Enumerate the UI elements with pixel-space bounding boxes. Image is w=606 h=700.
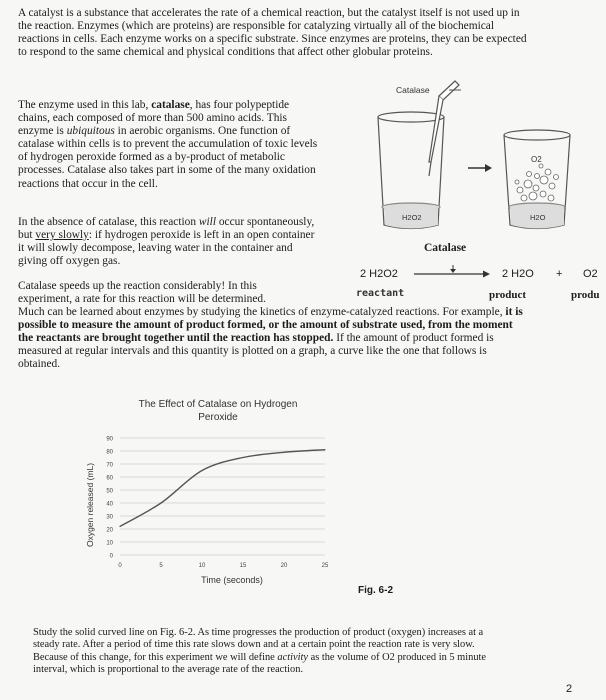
intro-paragraph xyxy=(18,7,606,59)
y-tick-label: 60 xyxy=(106,475,113,482)
y-tick-label: 70 xyxy=(106,462,113,469)
y-tick-label: 50 xyxy=(106,488,113,495)
y-tick-label: 40 xyxy=(106,501,113,508)
data-point xyxy=(160,502,161,503)
x-tick-label: 25 xyxy=(321,563,329,569)
equation-arrow-icon xyxy=(411,265,491,279)
absence-paragraph: In the absence of catalase, this reaction will occur spontaneously, but very slowly: if hydrogen peroxide is left in an open container it will slowly decompose, leaving water in the container and giving off oxygen gas. xyxy=(18,216,315,268)
x-tick-label: 15 xyxy=(239,563,247,569)
series-line xyxy=(120,450,325,527)
beaker-diagram xyxy=(365,80,606,260)
left-beaker-label: H2O2 xyxy=(402,213,422,222)
data-point xyxy=(242,457,243,458)
equation-left: 2 H2O2 xyxy=(360,268,398,280)
y-tick-label: 20 xyxy=(106,527,113,534)
dropper-icon xyxy=(429,81,459,176)
equation-plus: + xyxy=(556,268,563,280)
product-label-2: produ xyxy=(571,289,600,301)
equation-right-b: O2 xyxy=(583,268,598,280)
y-tick-label: 30 xyxy=(106,514,113,521)
dropper-label: Catalase xyxy=(396,85,430,95)
x-tick-label: 10 xyxy=(198,563,206,569)
catalase-term: catalase xyxy=(151,99,190,111)
data-point xyxy=(324,449,325,450)
right-beaker-label: H2O xyxy=(530,213,546,222)
product-label: product xyxy=(489,289,527,301)
y-tick-label: 10 xyxy=(106,540,113,547)
equation-right-a: 2 H2O xyxy=(502,268,534,280)
chart-title: The Effect of Catalase on Hydrogen xyxy=(138,399,298,410)
enzyme-paragraph: The enzyme used in this lab, catalase, has four polypeptide chains, each composed of more than 500 amino acids. This enzyme is ubiquitous in aerobic organisms. One function of catalase within cells is to prevent the accumulation of toxic levels of hydrogen peroxide formed as a by-product of metabolic processes. Catalase also takes part in some of the many oxidation reactions that occur in the cell. xyxy=(18,99,318,190)
chart-title: Peroxide xyxy=(198,412,238,423)
gas-label: O2 xyxy=(531,155,542,164)
reactant-label: reactant xyxy=(356,288,405,299)
x-tick-label: 20 xyxy=(280,563,288,569)
equation-catalase: Catalase xyxy=(424,242,467,254)
bottom-paragraph: Study the solid curved line on Fig. 6-2. As time progresses the production of product (oxygen) increases at a steady rate. After a period of time this rate slows down and at a certain point the reaction rate is very slow. Because of this change, for this experiment we will define activity as the volume of O2 produced in 5 minute interval, which is proportional to the average rate of the reaction. xyxy=(33,627,487,675)
intro-line: A catalyst is a substance that accelerates the rate of a chemical reaction, but the catalyst itself is not used up in xyxy=(18,7,520,19)
kinetics-paragraph: Much can be learned about enzymes by studying the kinetics of enzyme-catalyzed reactions. For example, it is possible to measure the amount of product formed, or the amount of substrate used, from the moment the reactants are brought together until the reaction has stopped. If the amount of product formed is measured at regular intervals and this quantity is plotted on a graph, a curve like the one that follows is obtained. xyxy=(18,306,523,371)
intro-line: reactions in cells. Each enzyme works on a specific substrate. Since enzymes are proteins, they can be expected xyxy=(18,33,527,46)
x-axis-label: Time (seconds) xyxy=(201,575,263,585)
ubiquitous-term: ubiquitous xyxy=(66,125,115,138)
page-number: 2 xyxy=(566,683,573,695)
bubbles xyxy=(515,164,559,201)
y-tick-label: 90 xyxy=(106,436,113,443)
intro-line: to respond to the same chemical and physical conditions that affect other globular proteins. xyxy=(18,46,433,59)
data-point xyxy=(119,526,120,527)
data-point xyxy=(201,470,202,471)
y-tick-label: 0 xyxy=(109,553,113,560)
oxygen-chart xyxy=(80,395,350,595)
data-point xyxy=(283,452,284,453)
speed-paragraph: Catalase speeds up the reaction considerably! In this experiment, a rate for this reaction will be determined. xyxy=(18,280,266,306)
intro-line: the reaction. Enzymes (which are proteins) are responsible for catalyzing virtually all of the biochemical xyxy=(18,20,495,33)
arrow-right-icon xyxy=(468,164,492,172)
x-tick-label: 0 xyxy=(118,563,122,569)
x-tick-label: 5 xyxy=(159,563,163,569)
figure-caption: Fig. 6-2 xyxy=(358,585,394,596)
y-axis-label: Oxygen released (mL) xyxy=(85,462,95,548)
y-tick-label: 80 xyxy=(106,449,113,456)
